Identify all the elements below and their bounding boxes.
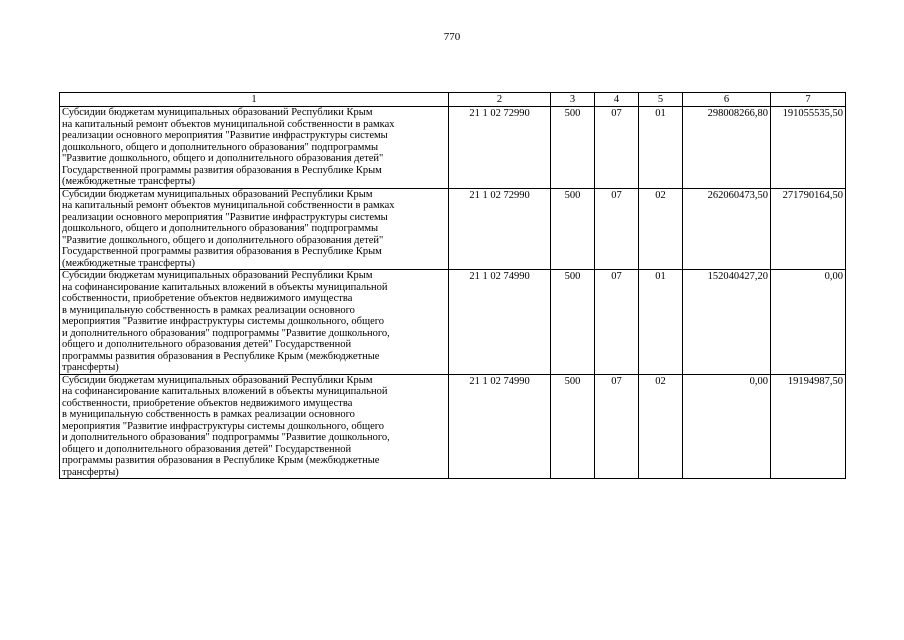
- row-col-5: 01: [639, 270, 683, 375]
- header-col-1: 1: [60, 93, 449, 107]
- row-amount-6: 0,00: [683, 374, 771, 479]
- row-col-3: 500: [551, 374, 595, 479]
- row-amount-6: 298008266,80: [683, 107, 771, 189]
- header-col-5: 5: [639, 93, 683, 107]
- row-description: Субсидии бюджетам муниципальных образований Республики Крым на софинансирование капитальных вложений в объекты муниципальной собственности, приобретение объектов недвижимого имущества в муниципальную собственность в рамках реализации основного мероприятия "Развитие инфраструктуры системы дошкольного, общего и дополнительного образования" подпрограммы "Развитие дошкольного, общего и дополнительного образования детей" Государственной программы развития образования в Республике Крым (межбюджетные трансферты): [60, 374, 449, 479]
- header-col-3: 3: [551, 93, 595, 107]
- row-description: Субсидии бюджетам муниципальных образований Республики Крым на капитальный ремонт объектов муниципальной собственности в рамках реализации основного мероприятия "Развитие инфраструктуры системы дошкольного, общего и дополнительного образования" подпрограммы "Развитие дошкольного, общего и дополнительного образования детей" Государственной программы развития образования в Республике Крым (межбюджетные трансферты): [60, 107, 449, 189]
- header-col-2: 2: [449, 93, 551, 107]
- row-code: 21 1 02 72990: [449, 107, 551, 189]
- budget-table: [59, 92, 846, 479]
- row-col-4: 07: [595, 107, 639, 189]
- table-row: [60, 107, 846, 189]
- row-col-5: 02: [639, 374, 683, 479]
- header-row: [60, 93, 846, 107]
- row-amount-7: 19194987,50: [771, 374, 846, 479]
- row-code: 21 1 02 72990: [449, 188, 551, 270]
- header-col-4: 4: [595, 93, 639, 107]
- row-col-4: 07: [595, 270, 639, 375]
- row-col-3: 500: [551, 107, 595, 189]
- row-description: Субсидии бюджетам муниципальных образований Республики Крым на капитальный ремонт объектов муниципальной собственности в рамках реализации основного мероприятия "Развитие инфраструктуры системы дошкольного, общего и дополнительного образования" подпрограммы "Развитие дошкольного, общего и дополнительного образования детей" Государственной программы развития образования в Республике Крым (межбюджетные трансферты): [60, 188, 449, 270]
- header-col-7: 7: [771, 93, 846, 107]
- row-col-5: 02: [639, 188, 683, 270]
- table-row: [60, 270, 846, 375]
- row-description: Субсидии бюджетам муниципальных образований Республики Крым на софинансирование капитальных вложений в объекты муниципальной собственности, приобретение объектов недвижимого имущества в муниципальную собственность в рамках реализации основного мероприятия "Развитие инфраструктуры системы дошкольного, общего и дополнительного образования" подпрограммы "Развитие дошкольного, общего и дополнительного образования детей" Государственной программы развития образования в Республике Крым (межбюджетные трансферты): [60, 270, 449, 375]
- row-code: 21 1 02 74990: [449, 270, 551, 375]
- row-amount-7: 0,00: [771, 270, 846, 375]
- table-row: [60, 188, 846, 270]
- row-col-3: 500: [551, 270, 595, 375]
- table-row: [60, 374, 846, 479]
- row-col-5: 01: [639, 107, 683, 189]
- row-col-3: 500: [551, 188, 595, 270]
- page-number: 770: [443, 31, 461, 43]
- row-col-4: 07: [595, 188, 639, 270]
- row-amount-7: 191055535,50: [771, 107, 846, 189]
- row-amount-6: 262060473,50: [683, 188, 771, 270]
- row-amount-7: 271790164,50: [771, 188, 846, 270]
- header-col-6: 6: [683, 93, 771, 107]
- row-col-4: 07: [595, 374, 639, 479]
- row-amount-6: 152040427,20: [683, 270, 771, 375]
- row-code: 21 1 02 74990: [449, 374, 551, 479]
